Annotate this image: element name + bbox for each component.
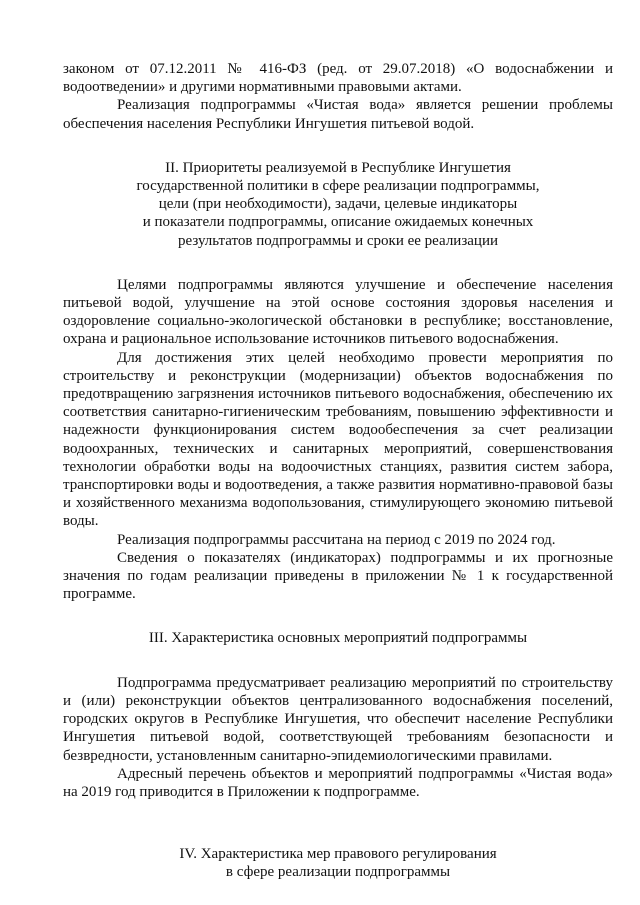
paragraph-4: Для достижения этих целей необходимо провести мероприятия по строительству и реконструкции (модернизации) объектов водоснабжения по предотвращению загрязнения источников питьевого водоснабжения, обеспечению их соответствия санитарно-гигиеническим требованиям, повышению эффективности и надежности функционирования систем водообеспечения за счет реализации водоохранных, технических и санитарных мероприятий, совершенствования технологии обработки воды на водоочистных станциях, развития систем забора, транспортировки воды и водоотведения, а также развития нормативно-правовой базы и хозяйственного механизма водопользования, стимулирующего экономию питьевой воды. <box>63 349 613 530</box>
paragraph-2: Реализация подпрограммы «Чистая вода» является решении проблемы обеспечения населения Республики Ингушетия питьевой водой. <box>63 97 613 132</box>
section-2-heading-line: II. Приоритеты реализуемой в Республике Ингушетия <box>165 159 511 176</box>
section-2-heading-line: результатов подпрограммы и сроки ее реализации <box>178 232 498 249</box>
paragraph-7: Подпрограмма предусматривает реализацию мероприятий по строительству и (или) реконструкции объектов централизованного водоснабжения поселений, городских округов в Республике Ингушетия, что обеспечит население Республики Ингушетия питьевой водой, соответствующей требованиям безопасности и безвредности, установленным санитарно-эпидемиологическими правилами. <box>63 674 613 764</box>
paragraph-3: Целями подпрограммы являются улучшение и обеспечение населения питьевой водой, улучшение на этой основе состояния здоровья населения и оздоровление социально-экологической обстановки в республике; восстановление, охрана и рациональное использование источников питьевого водоснабжения. <box>63 276 613 348</box>
section-4-heading <box>63 845 613 881</box>
section-2-heading-line: и показатели подпрограммы, описание ожидаемых конечных <box>142 214 534 231</box>
section-2-heading-line: цели (при необходимости), задачи, целевые индикаторы <box>158 196 518 213</box>
section-3-heading: III. Характеристика основных мероприятий подпрограммы <box>148 630 528 647</box>
section-2-heading <box>63 159 613 250</box>
paragraph-8: Адресный перечень объектов и мероприятий подпрограммы «Чистая вода» на 2019 год приводится в Приложении к подпрограмме. <box>63 765 613 800</box>
section-4-heading-line: в сфере реализации подпрограммы <box>225 864 451 881</box>
paragraph-5: Реализация подпрограммы рассчитана на период с 2019 по 2024 год. <box>117 531 556 548</box>
paragraph-1: законом от 07.12.2011 № 416-ФЗ (ред. от 29.07.2018) «О водоснабжении и водоотведении» и другими нормативными правовыми актами. <box>63 61 613 96</box>
section-2-heading-line: государственной политики в сфере реализации подпрограммы, <box>136 178 540 195</box>
section-4-heading-line: IV. Характеристика мер правового регулирования <box>179 846 497 863</box>
paragraph-6: Сведения о показателях (индикаторах) подпрограммы и их прогнозные значения по годам реализации приведены в приложении № 1 к государственной программе. <box>63 549 613 603</box>
